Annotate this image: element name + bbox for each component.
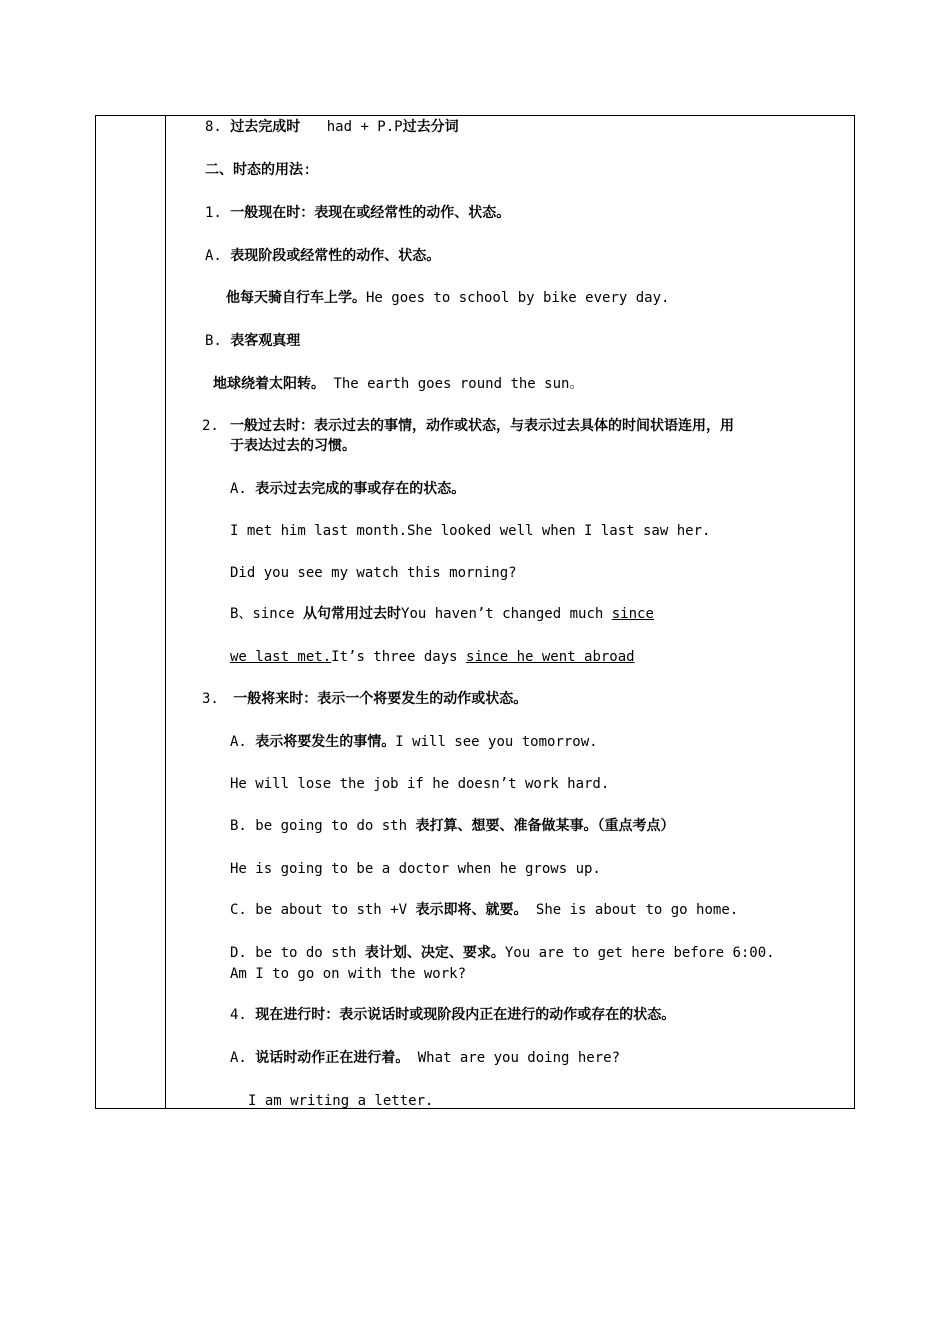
example-en: The earth goes round the sun。 <box>333 376 584 392</box>
usage-text: 说话时动作正在进行着。 <box>255 1050 410 1066</box>
usage-a <box>230 479 465 499</box>
usage-c <box>230 900 738 920</box>
example-cn: 他每天骑自行车上学。 <box>226 290 366 306</box>
usage-a <box>230 1048 620 1068</box>
example-en: What are you doing here? <box>417 1050 621 1066</box>
example-en: be about to sth +V <box>255 902 416 918</box>
example-sentence <box>226 288 669 308</box>
section-heading-colon: : <box>303 162 312 178</box>
usage-d <box>230 943 775 963</box>
usage-text: 表计划、决定、要求。 <box>364 945 505 961</box>
item-letter: C. <box>230 902 247 918</box>
underlined-clause: since he went abroad <box>466 649 635 665</box>
tense-3-simple-future <box>202 689 527 709</box>
underlined-clause: since <box>611 606 654 622</box>
example-sentence <box>213 374 583 394</box>
example-sentence: He is going to be a doctor when he grows up. <box>230 861 601 877</box>
example-sentence: Am I to go on with the work? <box>230 966 467 982</box>
section-heading-text: 二、时态的用法 <box>205 162 303 178</box>
usage-b <box>205 331 300 351</box>
tense-2-line-2: 于表达过去的习惯。 <box>230 438 356 454</box>
usage-a <box>205 246 440 266</box>
heading-text: 一般现在时：表现在或经常性的动作、状态。 <box>230 205 511 221</box>
column-divider <box>165 116 166 1108</box>
underlined-clause: we last met. <box>230 649 332 665</box>
example-en: You are to get here before 6:00. <box>504 945 775 961</box>
section-heading-usage <box>205 160 311 180</box>
item-letter: B、since <box>230 606 304 622</box>
example-en: It’s three days <box>331 649 467 665</box>
usage-b-since <box>230 604 654 624</box>
item-letter: A. <box>205 248 222 264</box>
example-en: be to do sth <box>255 945 365 961</box>
item-number: 1. <box>205 205 222 221</box>
tense-2-simple-past <box>202 416 219 436</box>
example-en: She is about to go home. <box>535 902 739 918</box>
heading-text: 现在进行时：表示说话时或现阶段内正在进行的动作或存在的状态。 <box>255 1007 676 1023</box>
item-number: 8. <box>205 119 222 135</box>
usage-text: 表打算、想要、准备做某事。（重点考点） <box>415 818 675 834</box>
item-number: 2. <box>202 418 219 434</box>
usage-text: 从句常用过去时 <box>303 606 402 622</box>
heading-text: 一般将来时：表示一个将要发生的动作或状态。 <box>233 691 528 707</box>
usage-b <box>230 816 674 836</box>
example-sentence <box>230 647 635 667</box>
item-number: 4. <box>230 1007 247 1023</box>
tense-1-simple-present <box>205 203 510 223</box>
formula-note: 过去分词 <box>402 119 459 135</box>
item-number: 3. <box>202 691 219 707</box>
usage-text: 表示过去完成的事或存在的状态。 <box>255 481 466 497</box>
example-sentence: He will lose the job if he doesn’t work hard. <box>230 776 610 792</box>
item-letter: D. <box>230 945 247 961</box>
example-sentence: I met him last month.She looked well when I last saw her. <box>230 523 711 539</box>
tense-4-present-continuous <box>230 1005 675 1025</box>
item-letter: B. <box>205 333 222 349</box>
tense-2-line-1: 一般过去时：表示过去的事情，动作或状态，与表示过去具体的时间状语连用，用 <box>230 418 734 434</box>
example-sentence: I am writing a letter. <box>248 1093 434 1109</box>
example-en: be going to do sth <box>255 818 416 834</box>
usage-text: 表客观真理 <box>230 333 301 349</box>
example-en: He goes to school by bike every day. <box>366 290 670 306</box>
example-en: You haven’t changed much <box>401 606 612 622</box>
example-en: I will see you tomorrow. <box>395 734 598 750</box>
usage-text: 表示将要发生的事情。 <box>255 734 396 750</box>
item-letter: A. <box>230 481 247 497</box>
item-letter: A. <box>230 734 247 750</box>
item-letter: B. <box>230 818 247 834</box>
item-letter: A. <box>230 1050 247 1066</box>
usage-text: 表示即将、就要。 <box>415 902 528 918</box>
tense-8-past-perfect <box>205 117 459 137</box>
example-sentence: Did you see my watch this morning? <box>230 565 517 581</box>
usage-text: 表现阶段或经常性的动作、状态。 <box>230 248 441 264</box>
example-cn: 地球绕着太阳转。 <box>213 376 325 392</box>
usage-a <box>230 732 598 752</box>
formula-text: had + P.P <box>326 119 403 135</box>
heading-text: 过去完成时 <box>230 119 301 135</box>
